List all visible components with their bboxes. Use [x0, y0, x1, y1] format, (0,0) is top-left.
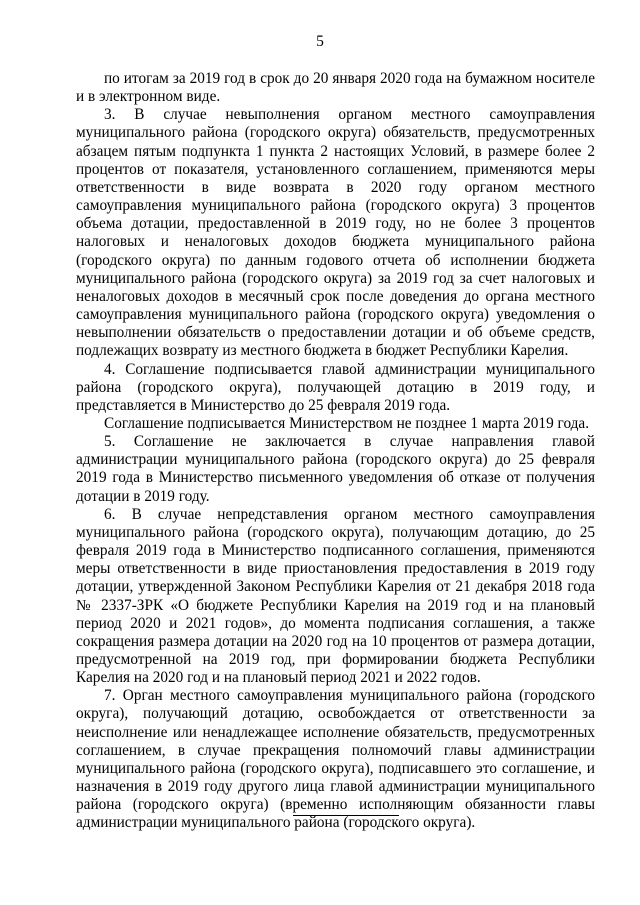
paragraph-item-3: 3. В случае невыполнения органом местного самоуправления муниципального района (городского округа) обязательств, предусмотренных абзацем пятым подпункта 1 пункта 2 настоящих Условий, в размере более 2 процентов от показателя, установленного соглашением, применяются меры ответственности в виде возврата в 2020 году органом местного самоуправления муниципального района (городского округа) 3 процентов объема дотации, предоставленной в 2019 году, но не более 3 процентов налоговых и неналоговых доходов бюджета муниципального района (городского округа) по данным годового отчета об исполнении бюджета муниципального района (городского округа) за 2019 год за счет налоговых и неналоговых доходов в месячный срок после доведения до органа местного самоуправления муниципального района (городского округа) уведомления о невыполнении обязательств о предоставлении дотации и об объеме средств, подлежащих возврату из местного бюджета в бюджет Республики Карелия.	[76, 106, 595, 360]
paragraph-item-5: 5. Соглашение не заключается в случае направления главой администрации муниципального района (городского округа) до 25 февраля 2019 года в Министерство письменного уведомления об отказе от получения дотации в 2019 году.	[76, 433, 595, 505]
paragraph-item-4: 4. Соглашение подписывается главой администрации муниципального района (городского округа), получающей дотацию в 2019 году, и представляется в Министерство до 25 февраля 2019 года.	[76, 360, 595, 414]
page-number: 5	[316, 33, 324, 50]
paragraph-item-7: 7. Орган местного самоуправления муниципального района (городского округа), получающий дотацию, освобождается от ответственности за неисполнение или ненадлежащее исполнение обязательств, предусмотренных соглашением, в случае прекращения полномочий главы администрации муниципального района (городского округа), подписавшего это соглашение, и назначения в 2019 году другого лица главой администрации муниципального района (городского округа) (временно исполняющим обязанности главы администрации муниципального района (городского округа).	[76, 687, 595, 832]
end-divider-line	[293, 815, 399, 816]
paragraph-item-6: 6. В случае непредставления органом местного самоуправления муниципального района (городского округа), получающим дотацию, до 25 февраля 2019 года в Министерство подписанного соглашения, применяются меры ответственности в виде приостановления предоставления в 2019 году дотации, утвержденной Законом Республики Карелия от 21 декабря 2018 года № 2337-ЗРК «О бюджете Республики Карелия на 2019 год и на плановый период 2020 и 2021 годов», до момента подписания соглашения, а также сокращения размера дотации на 2020 год на 10 процентов от размера дотации, предусмотренной на 2019 год, при формировании бюджета Республики Карелия на 2020 год и на плановый период 2021 и 2022 годов.	[76, 505, 595, 687]
document-body	[76, 70, 595, 833]
paragraph-continuation: по итогам за 2019 год в срок до 20 января 2020 года на бумажном носителе и в электронном виде.	[76, 70, 595, 106]
paragraph-item-4-signing: Соглашение подписывается Министерством не позднее 1 марта 2019 года.	[104, 414, 590, 432]
